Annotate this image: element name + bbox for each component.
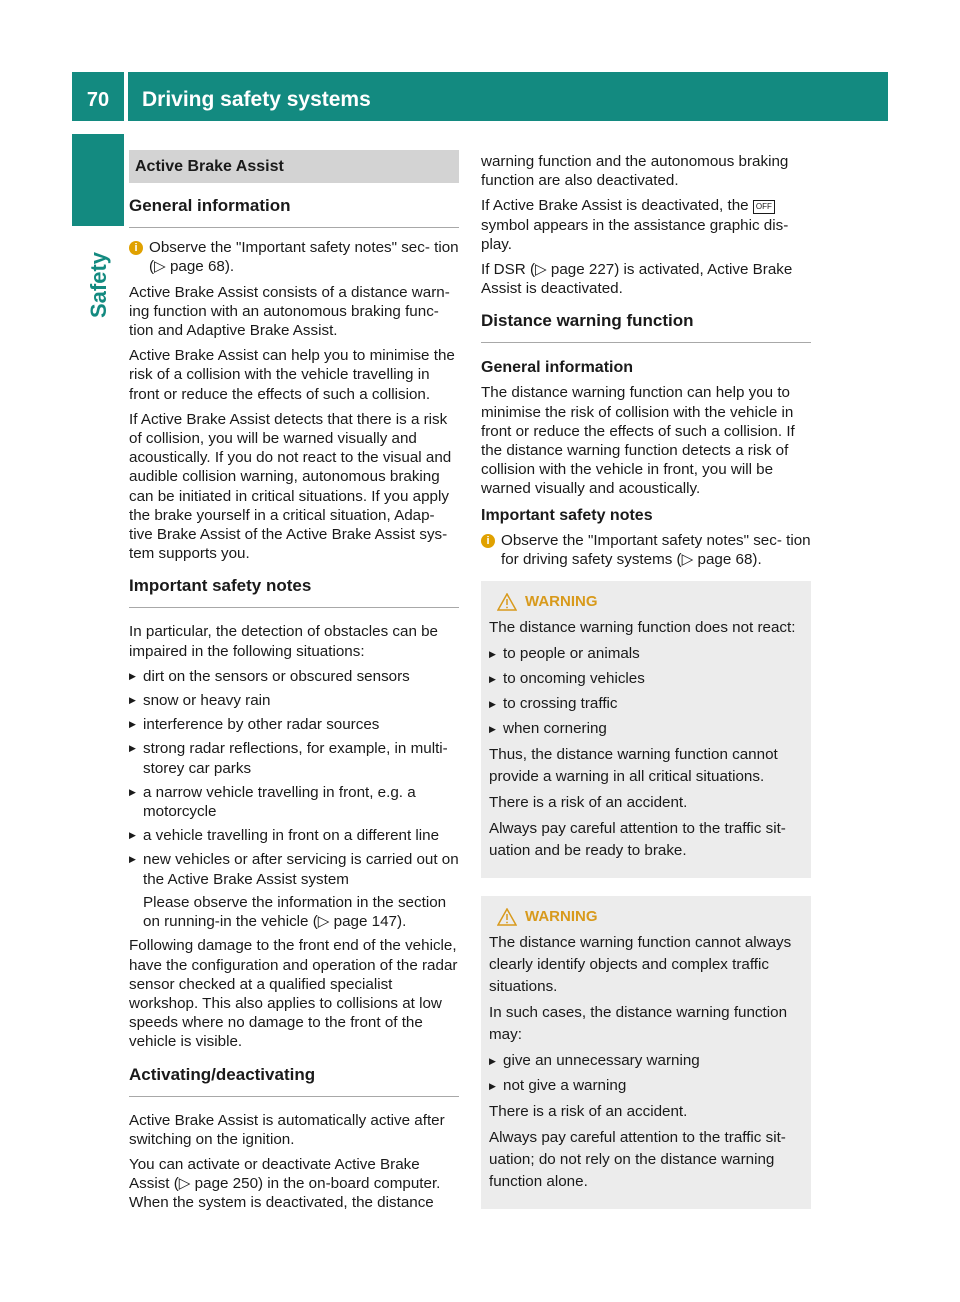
list-item: ▶ dirt on the sensors or obscured sensors [129,667,459,686]
info-note [481,531,811,569]
bullet-list [129,667,459,931]
heading-general-information: General information [129,195,459,228]
info-icon: i [481,534,495,548]
list-item: ▶ to people or animals [489,643,803,665]
warning-header [489,906,803,928]
paragraph: Always pay careful attention to the traffic sit- uation and be ready to brake. [489,820,786,860]
paragraph: In particular, the detection of obstacles can be impaired in the following situations: [129,623,439,660]
paragraph: You can activate or deactivate Active Brake Assist (▷ page 250) in the on-board computer. When the system is deactivated, the distance [129,1155,441,1212]
paragraph: If Active Brake Assist detects that there is a risk of collision, you will be warned visually and acoustically. If you do not react to the visual and audible collision warning, autonomous braking can be initiated in critical situations. If you apply the brake yourself in a critical situation, Adap- tive Brake Assist of the Active Brake Assist sys- tem supports you. [129,410,452,563]
list-item: ▶ give an unnecessary warning [489,1050,803,1072]
heading-important-safety-notes: Important safety notes [129,575,459,608]
paragraph: In such cases, the distance warning function may: [489,1004,788,1044]
warning-title: WARNING [525,593,598,611]
info-note-text: Observe the "Important safety notes" sec- tion (▷ page 68). [149,239,459,276]
subheading-important-safety-notes: Important safety notes [481,506,653,524]
paragraph: Active Brake Assist can help you to minimise the risk of a collision with the vehicle travelling in front or reduce the effects of such a collision. [129,347,455,403]
warning-title: WARNING [525,908,598,926]
paragraph: There is a risk of an accident. [489,1103,688,1121]
warning-triangle-icon [497,908,517,926]
chapter-title: Driving safety systems [128,72,888,121]
list-item-text: new vehicles or after servicing is carried out on the Active Brake Assist system [143,851,459,888]
list-item: ▶ snow or heavy rain [129,691,459,710]
list-item: ▶ not give a warning [489,1075,803,1097]
paragraph: If DSR (▷ page 227) is activated, Active Brake Assist is deactivated. [481,261,793,298]
warning-box [481,896,811,1209]
paragraph-text: symbol appears in the assistance graphic dis- play. [481,216,789,253]
heading-activating-deactivating: Activating/deactivating [129,1064,459,1097]
list-item: ▶ when cornering [489,718,803,740]
list-item: ▶ a narrow vehicle travelling in front, e.g. a motorcycle [129,783,459,821]
list-item [129,850,459,931]
info-note-text: Observe the "Important safety notes" sec- tion for driving safety systems (▷ page 68). [501,531,811,568]
paragraph-text: If Active Brake Assist is deactivated, the [481,197,749,215]
page-number: 70 [72,72,124,121]
right-column [481,152,811,1225]
paragraph: There is a risk of an accident. [489,794,688,812]
subheading-general-information: General information [481,359,634,377]
brake-assist-off-symbol-icon: OFF [753,200,775,214]
paragraph: Thus, the distance warning function cannot provide a warning in all critical situations. [489,746,778,786]
paragraph: Always pay careful attention to the traffic sit- uation; do not rely on the distance warning function alone. [489,1129,786,1191]
paragraph: Active Brake Assist is automatically active after switching on the ignition. [129,1111,445,1148]
list-item-note: Please observe the information in the section on running-in the vehicle (▷ page 147). [143,893,447,931]
info-note [129,238,459,276]
side-tab-label: Safety [86,251,111,319]
list-item: ▶ to crossing traffic [489,693,803,715]
info-icon: i [129,241,143,255]
bullet-list [489,1050,803,1097]
bullet-list [489,643,803,740]
paragraph: The distance warning function does not react: [489,619,796,637]
paragraph: The distance warning function can help you to minimise the risk of collision with the vehicle in front or reduce the effects of such a collision. If the distance warning function detects a risk of collision with the vehicle in front, you will be warned visually and acoustically. [481,384,795,498]
left-column [129,150,459,1219]
paragraph [481,196,811,254]
list-item: ▶ a vehicle travelling in front on a different line [129,826,459,845]
list-item: ▶ strong radar reflections, for example, in multi- storey car parks [129,739,459,777]
side-tab-marker [72,134,124,226]
paragraph: warning function and the autonomous braking function are also deactivated. [481,153,789,190]
section-title-active-brake-assist: Active Brake Assist [129,150,459,183]
list-item: ▶ to oncoming vehicles [489,668,803,690]
heading-distance-warning-function: Distance warning function [481,310,811,343]
paragraph: The distance warning function cannot always clearly identify objects and complex traffic situations. [489,934,792,996]
warning-header [489,591,803,613]
warning-triangle-icon [497,593,517,611]
paragraph: Following damage to the front end of the vehicle, have the configuration and operation of the radar sensor checked at a qualified specialist workshop. This also applies to collisions at low speeds where no damage to the front of the vehicle is visible. [129,937,458,1051]
warning-box [481,581,811,878]
paragraph: Active Brake Assist consists of a distance warn- ing function with an autonomous braking func- tion and Adaptive Brake Assist. [129,283,450,340]
list-item: ▶ interference by other radar sources [129,715,459,734]
